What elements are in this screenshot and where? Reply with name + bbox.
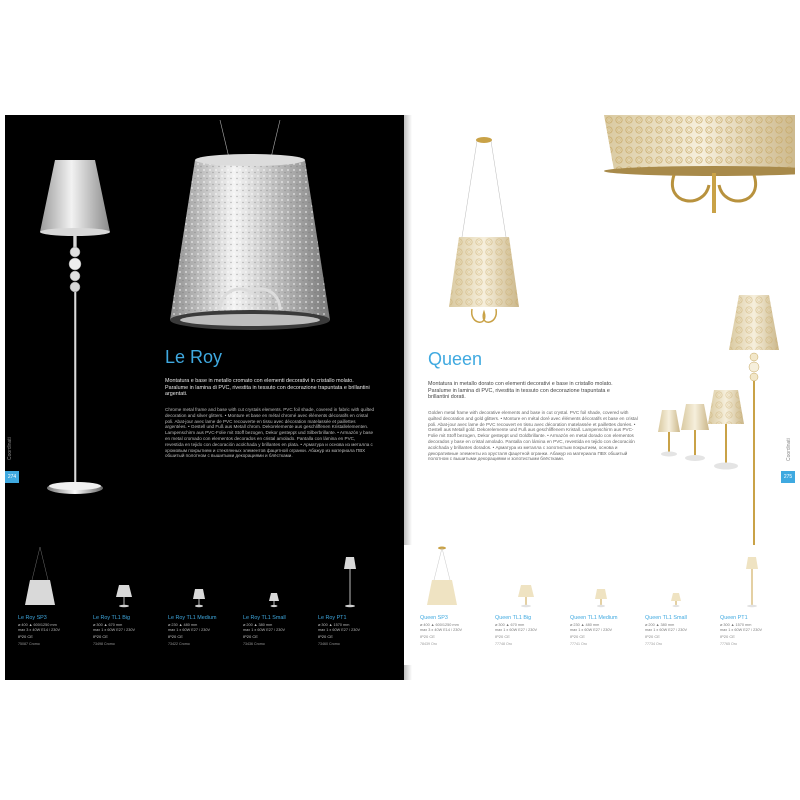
product-name: Le Roy PT1	[318, 615, 347, 621]
product-queen-sp3	[412, 545, 487, 665]
product-spec: ⌀ 200 ▲ 380 mm max 1 x 60W E27 / 230V	[645, 623, 687, 632]
page-number-tab: 274	[5, 471, 19, 483]
product-code: 75087 Cromo	[18, 642, 40, 646]
queen-product-list	[404, 545, 795, 665]
product-code: 73460 Cromo	[318, 642, 340, 646]
product-thumb-table-lamp	[235, 545, 295, 610]
product-spec: ⌀ 230 ▲ 480 mm max 1 x 60W E27 / 230V	[570, 623, 612, 632]
side-label-coordinati-right: Coordinati	[786, 438, 792, 461]
product-thumb-table-lamp	[160, 545, 220, 610]
product-name: Le Roy TL1 Medium	[168, 615, 217, 621]
product-spec: ⌀ 300 ▲ 670 mm max 1 x 60W E27 / 230V	[495, 623, 537, 632]
product-cert-icons: IP20 CE	[570, 634, 585, 639]
description-body-le-roy: Chrome metal frame and base with cut crystals elements. PVC foil shade, covered in fabric with quilted decoration and silver glitters. • Monture et base en métal chromé avec éléments décoratifs en cristal poli. Abat-jour avec lame de PVC recouverte en tissu avec décoration matelassée et paillettes argentées. • Gestell und Fuß aus Metall chrom. Dekorelemente aus geschliffenen Kristallelementen. Lampenschirm aus PVC-Folie mit Stoff bezogen, Dekor gesteppt und Silberbrillante. • Armazón y base en metal cromado con elementos decorados en cristal amolado. Pantalla con lámina en PVC, revestida en tejido con decoración acolchada y brillantes en plata. • Арматура и основа из металла с хромовым покрытием и стеклянных элементов фацетной огранки. Абажур из материала ПВХ обшитый полотном с вышитыми декорациями и блёстками.	[165, 407, 375, 459]
product-code: 77734 Oro	[645, 642, 662, 646]
section-title-queen: Queen	[428, 349, 483, 369]
description-lead-le-roy: Montatura e base in metallo cromato con elementi decorativi in cristallo molato. Paralume in lamina di PVC, rivestita in tessuto con decorazione trapuntata e brillantini argentati.	[165, 378, 370, 398]
product-thumb-floor-lamp	[712, 545, 772, 610]
product-queen-pt1	[712, 545, 787, 665]
product-name: Queen TL1 Small	[645, 615, 687, 621]
page-number-tab-right: 275	[781, 471, 795, 483]
product-code: 77741 Oro	[570, 642, 587, 646]
side-label-coordinati: Coordinati	[7, 437, 13, 460]
queen-pendant-image	[444, 137, 524, 337]
le-roy-floor-lamp-image	[30, 160, 120, 500]
product-spec: ⌀ 400 ▲ 600/1250 mm max 3 x 40W E14 / 230V	[18, 623, 60, 632]
product-cert-icons: IP20 CE	[420, 634, 435, 639]
product-thumb-table-lamp	[637, 545, 697, 610]
product-code: 73436 Cromo	[243, 642, 265, 646]
product-code: 73422 Cromo	[168, 642, 190, 646]
product-cert-icons: IP20 CE	[243, 634, 258, 639]
product-spec: ⌀ 230 ▲ 480 mm max 1 x 60W E27 / 230V	[168, 623, 210, 632]
product-le-roy-tl1-small	[235, 545, 310, 665]
product-code: 73498 Cromo	[93, 642, 115, 646]
product-queen-tl1-medium	[562, 545, 637, 665]
product-le-roy-sp3	[10, 545, 85, 665]
product-cert-icons: IP20 CE	[318, 634, 333, 639]
product-spec: ⌀ 300 ▲ 1570 mm max 1 x 60W E27 / 230V	[318, 623, 360, 632]
product-queen-tl1-big	[487, 545, 562, 665]
product-name: Le Roy SP3	[18, 615, 47, 621]
product-spec: ⌀ 300 ▲ 670 mm max 1 x 60W E27 / 230V	[93, 623, 135, 632]
product-thumb-table-lamp	[562, 545, 622, 610]
product-le-roy-pt1	[310, 545, 385, 665]
description-body-queen: Golden metal frame with decorative elements and base in cut crystal. PVC foil shade, covered with quilted decoration and gold glitters. • Monture en métal doré avec éléments décoratifs et base en cristal poli. Abat-jour avec lame de PVC recouvert en tissu avec décoration matelassée et paillettes dorées. • Gestell aus Metall gold. Dekorelemente und Fuß aus geschliffenem Kristall. Lampenschirm aus PVC-Folie mit Stoff bezogen, Dekor gesteppt und Goldbrillante. • Armazón en metal dorado con elementos decorados y base en cristal amolado. Pantalla con lámina en PVC, revestida en tejido con decoración acolchada y brillantes dorados. • Арматура из металла с золотистым покрытием, основа и декоративные элементы из хрусталя фацетной огранки. Абажур из материала ПВХ обшитый полотном с вышитыми декорациями и золотистыми блёстками.	[428, 410, 638, 462]
description-lead-queen: Montatura in metallo dorato con elementi decorativi e base in cristallo molato. Paralume in lamina di PVC, rivestita in tessuto con decorazione trapuntata e brillantini dorati.	[428, 381, 613, 401]
le-roy-product-list	[5, 545, 404, 665]
product-spec: ⌀ 300 ▲ 1570 mm max 1 x 60W E27 / 230V	[720, 623, 762, 632]
product-cert-icons: IP20 CE	[495, 634, 510, 639]
section-title-le-roy: Le Roy	[165, 347, 223, 367]
product-name: Queen SP3	[420, 615, 448, 621]
product-thumb-pendant	[412, 545, 472, 610]
product-cert-icons: IP20 CE	[168, 634, 183, 639]
product-le-roy-tl1-medium	[160, 545, 235, 665]
product-name: Queen TL1 Medium	[570, 615, 618, 621]
product-name: Le Roy TL1 Small	[243, 615, 286, 621]
product-spec: ⌀ 200 ▲ 380 mm max 1 x 60W E27 / 230V	[243, 623, 285, 632]
product-thumb-table-lamp	[85, 545, 145, 610]
product-code: 77748 Oro	[495, 642, 512, 646]
product-thumb-pendant	[10, 545, 70, 610]
product-cert-icons: IP20 CE	[18, 634, 33, 639]
product-name: Queen PT1	[720, 615, 748, 621]
queen-table-lamps-image	[654, 390, 754, 480]
product-code: 78439 Oro	[420, 642, 437, 646]
product-name: Le Roy TL1 Big	[93, 615, 131, 621]
product-code: 77765 Oro	[720, 642, 737, 646]
product-cert-icons: IP20 CE	[93, 634, 108, 639]
product-cert-icons: IP20 CE	[720, 634, 735, 639]
product-thumb-floor-lamp	[310, 545, 370, 610]
product-queen-tl1-small	[637, 545, 712, 665]
product-spec: ⌀ 400 ▲ 600/1250 mm max 3 x 40W E14 / 230V	[420, 623, 462, 632]
le-roy-pendant-image	[160, 120, 340, 340]
queen-shade-detail-image	[604, 115, 795, 215]
product-cert-icons: IP20 CE	[645, 634, 660, 639]
product-name: Queen TL1 Big	[495, 615, 532, 621]
product-thumb-table-lamp	[487, 545, 547, 610]
product-le-roy-tl1-big	[85, 545, 160, 665]
